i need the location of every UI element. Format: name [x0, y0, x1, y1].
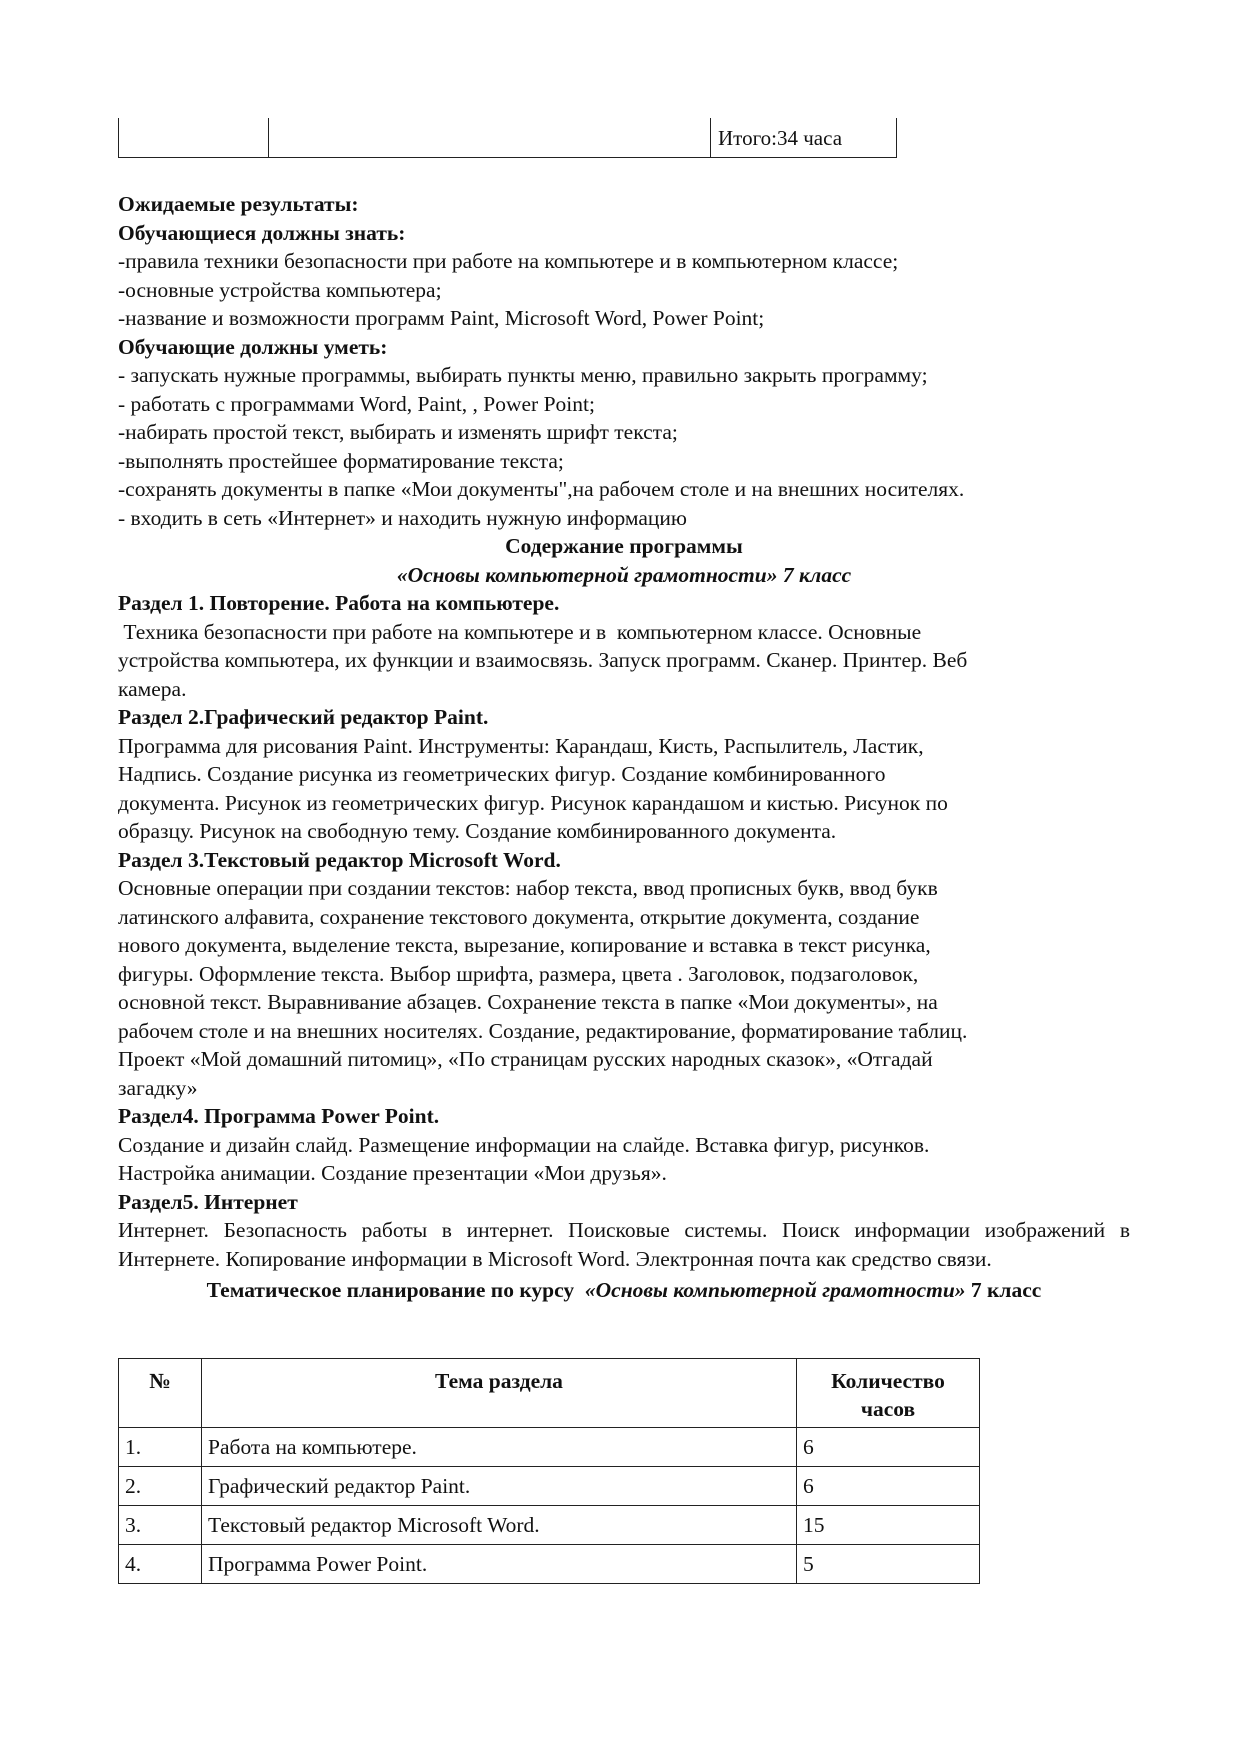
- row-topic: Работа на компьютере.: [202, 1428, 797, 1467]
- list-item: - запускать нужные программы, выбирать пункты меню, правильно закрыть программу;: [118, 363, 928, 387]
- section-text-line: нового документа, выделение текста, вырезание, копирование и вставка в текст рисунка,: [118, 933, 931, 957]
- section-text-line: латинского алфавита, сохранение текстового документа, открытие документа, создание: [118, 904, 920, 929]
- section-text-line: Основные операции при создании текстов: набор текста, ввод прописных букв, ввод букв: [118, 876, 938, 900]
- section-text-line: рабочем столе и на внешних носителях. Создание, редактирование, форматирование таблиц.: [118, 1018, 968, 1043]
- section-heading: Раздел 1. Повторение. Работа на компьютере.: [118, 591, 560, 615]
- row-topic: Графический редактор Paint.: [202, 1467, 797, 1506]
- list-item: - входить в сеть «Интернет» и находить нужную информацию: [118, 505, 687, 530]
- section-text-line: Надпись. Создание рисунка из геометрических фигур. Создание комбинированного: [118, 762, 886, 786]
- list-item: -правила техники безопасности при работе на компьютере и в компьютерном классе;: [118, 249, 899, 273]
- list-item: - работать с программами Word, Paint, , Power Point;: [118, 391, 595, 416]
- section-text-line: Программа для рисования Paint. Инструменты: Карандаш, Кисть, Распылитель, Ластик,: [118, 733, 924, 758]
- content-title: Содержание программы: [505, 534, 743, 558]
- list-item: -название и возможности программ Paint, Microsoft Word, Power Point;: [118, 306, 765, 330]
- section-text-line: Создание и дизайн слайд. Размещение информации на слайде. Вставка фигур, рисунков.: [118, 1132, 930, 1157]
- list-item: -выполнять простейшее форматирование текста;: [118, 448, 564, 473]
- section-text-line: фигуры. Оформление текста. Выбор шрифта, размера, цвета . Заголовок, подзаголовок,: [118, 961, 919, 986]
- table-border: [268, 118, 269, 158]
- table-row: [119, 1467, 980, 1506]
- column-header-topic: Тема раздела: [202, 1359, 797, 1428]
- results-heading: Ожидаемые результаты:: [118, 192, 359, 216]
- table-border: [118, 157, 896, 158]
- section-text-line: камера.: [118, 676, 187, 701]
- section-text-line: основной текст. Выравнивание абзацев. Сохранение текста в папке «Мои документы», на: [118, 990, 938, 1014]
- table-row: [119, 1506, 980, 1545]
- planning-title-tail: 7 класс: [965, 1278, 1042, 1302]
- table-row: [119, 1428, 980, 1467]
- table-border: [118, 118, 119, 158]
- row-hours: 5: [797, 1545, 980, 1584]
- section-text-line: Техника безопасности при работе на компьютере и в компьютерном классе. Основные: [118, 619, 922, 644]
- row-topic: Программа Power Point.: [202, 1545, 797, 1584]
- list-item: -набирать простой текст, выбирать и изменять шрифт текста;: [118, 420, 678, 444]
- section-text-line: загадку»: [118, 1075, 198, 1100]
- section-heading: Раздел5. Интернет: [118, 1189, 298, 1214]
- section-text-line: устройства компьютера, их функции и взаимосвязь. Запуск программ. Сканер. Принтер. Веб: [118, 648, 968, 672]
- section-heading: Раздел4. Программа Power Point.: [118, 1104, 440, 1128]
- planning-table: [118, 1358, 980, 1584]
- row-hours: 15: [797, 1506, 980, 1545]
- row-number: 1.: [119, 1428, 202, 1467]
- table-header-row: [119, 1359, 980, 1428]
- list-item: -основные устройства компьютера;: [118, 277, 442, 302]
- row-hours: 6: [797, 1428, 980, 1467]
- know-heading: Обучающиеся должны знать:: [118, 220, 406, 245]
- section-heading: Раздел 3.Текстовый редактор Microsoft Word.: [118, 847, 561, 872]
- section-heading: Раздел 2.Графический редактор Paint.: [118, 705, 489, 729]
- row-number: 4.: [119, 1545, 202, 1584]
- expected-results: [118, 190, 1130, 1305]
- section-text-line: документа. Рисунок из геометрических фигур. Рисунок карандашом и кистью. Рисунок по: [118, 790, 948, 815]
- table-border: [896, 118, 897, 158]
- section-text-line: образцу. Рисунок на свободную тему. Создание комбинированного документа.: [118, 819, 837, 843]
- list-item: -сохранять документы в папке «Мои документы",на рабочем столе и на внешних носителях.: [118, 477, 965, 501]
- column-header-number: №: [119, 1359, 202, 1428]
- row-number: 3.: [119, 1506, 202, 1545]
- content-subtitle: «Основы компьютерной грамотности» 7 класс: [396, 562, 852, 587]
- can-heading: Обучающие должны уметь:: [118, 334, 388, 359]
- planning-title-italic: «Основы компьютерной грамотности»: [584, 1278, 966, 1302]
- row-topic: Текстовый редактор Microsoft Word.: [202, 1506, 797, 1545]
- row-hours: 6: [797, 1467, 980, 1506]
- section-text: Интернет. Безопасность работы в интернет. Поисковые системы. Поиск информации изображений в Интернете. Копирование информации в Microsoft Word. Электронная почта как средство связи.: [118, 1218, 1130, 1271]
- table-border: [710, 118, 711, 158]
- planning-title: [118, 1276, 1130, 1305]
- column-header-hours: Количество часов: [797, 1359, 980, 1428]
- table-row: [119, 1545, 980, 1584]
- planning-title-bold: Тематическое планирование по курсу: [206, 1278, 585, 1302]
- section-text-line: Настройка анимации. Создание презентации «Мои друзья».: [118, 1161, 667, 1185]
- section-text-line: Проект «Мой домашний питомиц», «По страницам русских народных сказок», «Отгадай: [118, 1047, 933, 1071]
- row-number: 2.: [119, 1467, 202, 1506]
- total-hours: Итого:34 часа: [718, 126, 843, 150]
